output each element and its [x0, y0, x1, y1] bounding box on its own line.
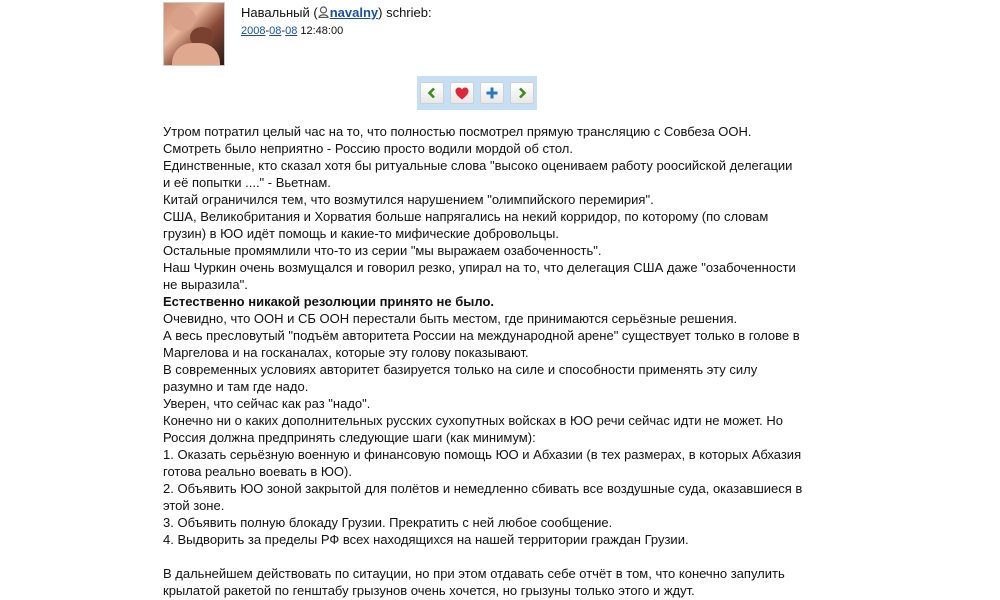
paragraph-line: А весь пресловутый "подъём авторитета России на международной арене" существует только в голове в Маргелова и на госканалах, которые эту голову показывают. — [163, 328, 800, 360]
post-header — [241, 4, 432, 40]
date-separator: - — [265, 25, 270, 37]
avatar-figure — [170, 7, 196, 31]
paragraph-line: США, Великобритания и Хорватия больше напрягались на некий корридор, по которому (по словам грузин) в ЮО идёт помощь и какие-то мифические добровольцы. — [163, 209, 769, 241]
favorite-button[interactable] — [450, 82, 474, 104]
next-button[interactable] — [510, 82, 534, 104]
paragraph-line: Утром потратил целый час на то, что полностью посмотрел прямую трансляцию с Совбеза ООН. — [163, 124, 752, 139]
post-navigation-bar — [417, 76, 537, 110]
paragraph-line: Очевидно, что ООН и СБ ООН перестали быть местом, где принимаются серьёзные решения. — [163, 311, 738, 326]
date-separator: - — [281, 25, 286, 37]
author-line — [241, 4, 432, 22]
spacer — [163, 548, 803, 565]
paragraph-line: Смотреть было неприятно - Россию просто водили мордой об стол. — [163, 141, 573, 156]
post-time: 12:48:00 — [297, 25, 344, 37]
author-avatar[interactable] — [163, 2, 225, 66]
list-item: 1. Оказать серьёзную военную и финансовую помощь ЮО и Абхазии (в тех размерах, в которых Абхазия готова реально воевать в ЮО). — [163, 447, 802, 479]
date-month-link[interactable]: 08 — [269, 25, 282, 37]
post-body — [163, 123, 803, 599]
paragraph-line: В дальнейшем действовать по ситауции, но при этом отдавать себе отчёт в том, что конечно запулить крылатой ракетой по генштабу грызунов очень хочется, но грызуны только этого и ждут. — [163, 566, 785, 598]
date-year-link[interactable]: 2008 — [241, 25, 266, 37]
paragraph-line: В современных условиях авторитет базируется только на силе и способности применять эту силу разумно и там где надо. — [163, 362, 758, 394]
list-item: 2. Объявить ЮО зоной закрытой для полётов и немедленно сбивать все воздушные суда, оказавшиеся в этой зоне. — [163, 481, 803, 513]
open-paren: ( — [309, 5, 318, 20]
avatar-figure — [172, 43, 220, 65]
paragraph-line: Китай ограничился тем, что возмутился нарушением "олимпийского перемирия". — [163, 192, 654, 207]
paragraph-line: Конечно ни о каких дополнительных русских сухопутных войсках в ЮО речи сейчас идти не может. Но Россия должна предпринять следующие шаги (как минимум): — [163, 413, 784, 445]
user-icon — [318, 5, 329, 17]
chevron-right-icon — [516, 87, 528, 99]
paragraph-line: Единственные, кто сказал хотя бы ритуальные слова "высоко оцениваем работу роосийской делегации и её попытки ...." - Вьетнам. — [163, 158, 793, 190]
paragraph-line: Остальные промямлили что-то из серии "мы выражаем озабоченность". — [163, 243, 602, 258]
list-item: 3. Объявить полную блокаду Грузии. Прекратить с ней любое сообщение. — [163, 515, 613, 530]
add-button[interactable] — [480, 82, 504, 104]
username-link[interactable]: navalny — [329, 5, 379, 20]
paragraph-line: Наш Чуркин очень возмущался и говорил резко, упирал на то, что делегация США даже "озабоченности не выразила". — [163, 260, 796, 292]
plus-icon — [486, 87, 498, 99]
bold-statement: Естественно никакой резолюции принято не было. — [163, 294, 494, 309]
previous-button[interactable] — [420, 82, 444, 104]
chevron-left-icon — [426, 87, 438, 99]
paragraph-line: Уверен, что сейчас как раз "надо". — [163, 396, 371, 411]
post-date — [241, 22, 432, 40]
list-item: 4. Выдворить за пределы РФ всех находящихся на нашей территории граждан Грузии. — [163, 532, 689, 547]
date-day-link[interactable]: 08 — [285, 25, 298, 37]
author-name: Навальный — [241, 5, 310, 20]
schrieb-label: ) schrieb: — [378, 5, 432, 20]
heart-icon — [455, 87, 469, 100]
